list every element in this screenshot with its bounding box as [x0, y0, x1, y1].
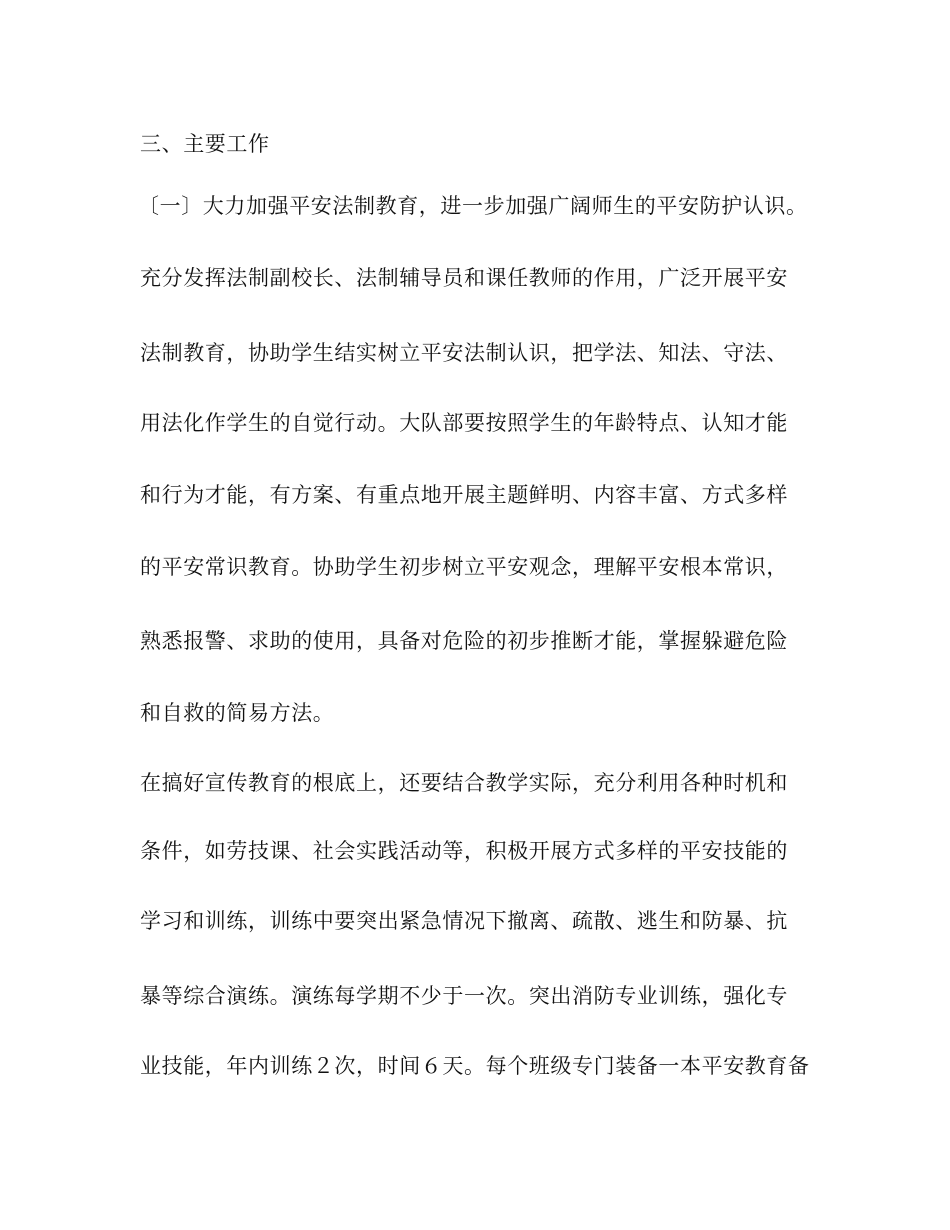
paragraph-line: 和自救的简易方法。 — [140, 701, 335, 725]
paragraph-line: 法制教育，协助学生结实树立平安法制认识，把学法、知法、守法、 — [140, 341, 788, 365]
paragraph-line: 充分发挥法制副校长、法制辅导员和课任教师的作用，广泛开展平安 — [140, 266, 788, 290]
paragraph-line: 暴等综合演练。演练每学期不少于一次。突出消防专业训练，强化专 — [140, 984, 788, 1008]
paragraph-line: 业技能，年内训练２次，时间６天。每个班级专门装备一本平安教育备 — [140, 1054, 810, 1078]
paragraph-line: 熟悉报警、求助的使用，具备对危险的初步推断才能，掌握躲避危险 — [140, 629, 788, 653]
paragraph-line: 学习和训练，训练中要突出紧急情况下撤离、疏散、逃生和防暴、抗 — [140, 909, 788, 933]
subsection-heading: 〔一〕大力加强平安法制教育，进一步加强广阔师生的平安防护认识。 — [138, 194, 808, 218]
paragraph-line: 在搞好宣传教育的根底上，还要结合教学实际，充分利用各种时机和 — [140, 771, 788, 795]
paragraph-line: 条件，如劳技课、社会实践活动等，积极开展方式多样的平安技能的 — [140, 839, 788, 863]
paragraph-line: 用法化作学生的自觉行动。大队部要按照学生的年龄特点、认知才能 — [140, 411, 788, 435]
paragraph-line: 的平安常识教育。协助学生初步树立平安观念，理解平安根本常识， — [140, 555, 788, 579]
section-heading: 三、主要工作 — [140, 132, 270, 156]
paragraph-line: 和行为才能，有方案、有重点地开展主题鲜明、内容丰富、方式多样 — [140, 483, 788, 507]
